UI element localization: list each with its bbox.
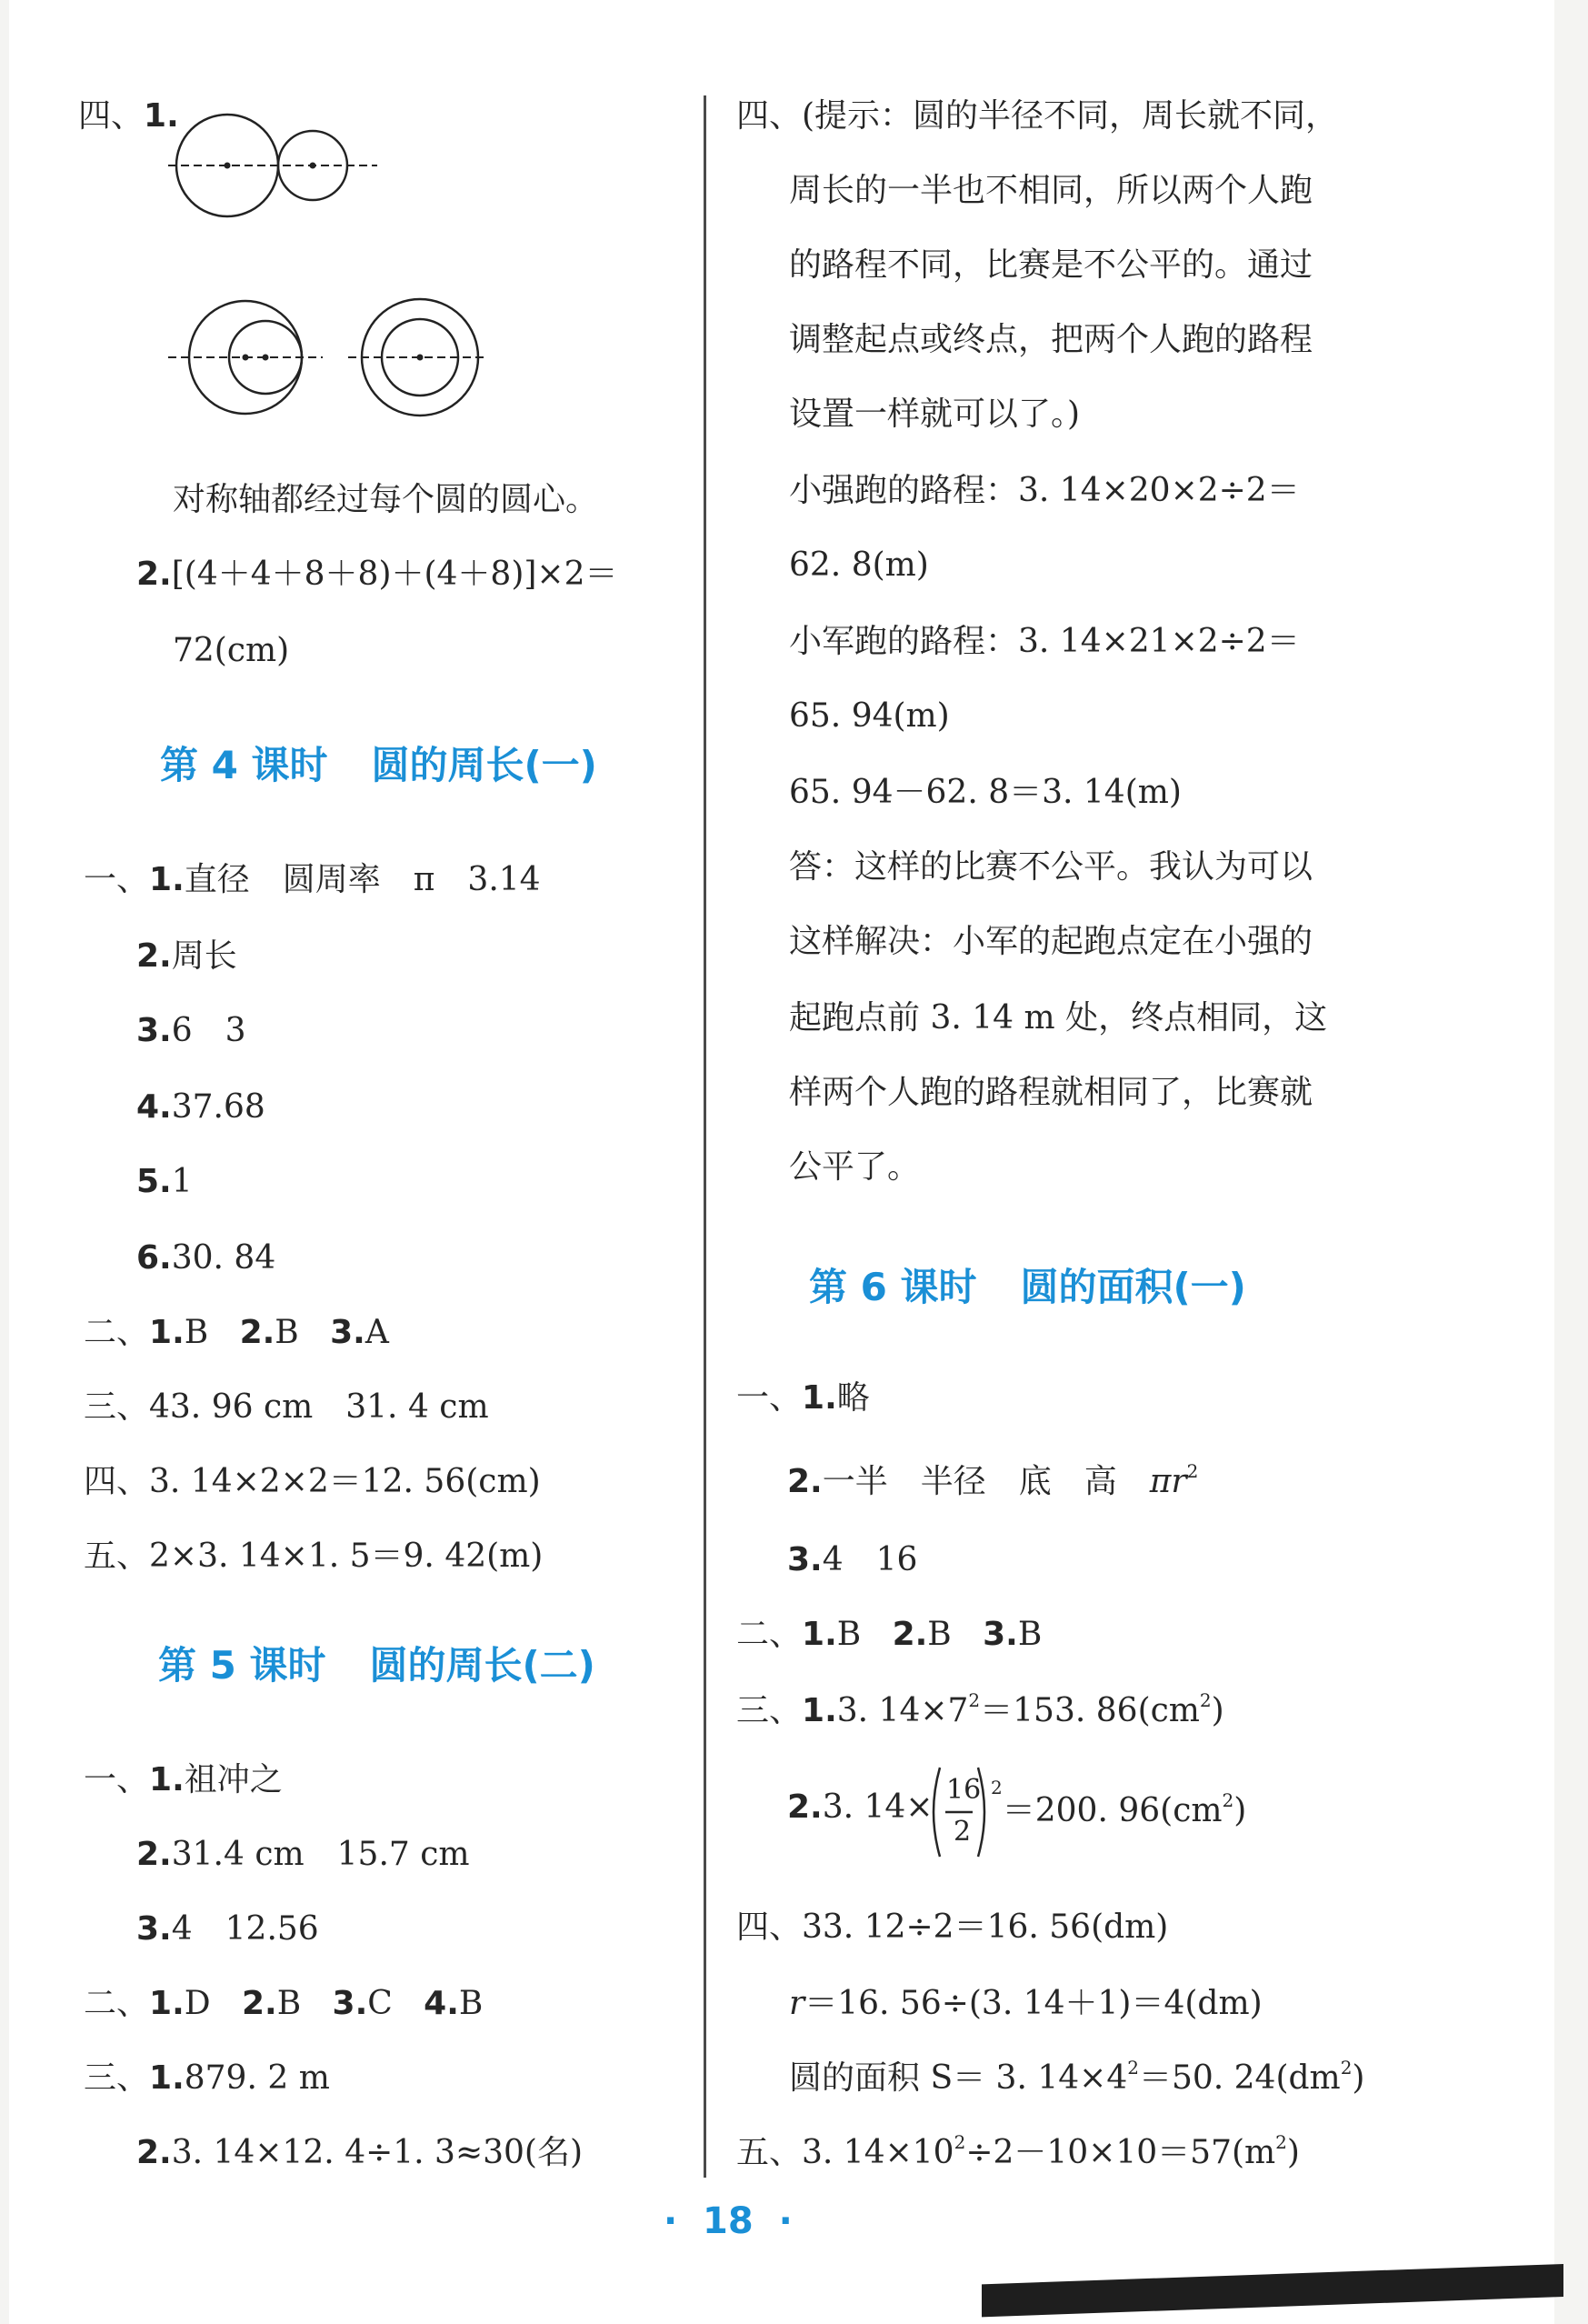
lesson5-heading: 第 5 课时 圆的周长(二) — [158, 1643, 595, 1688]
concentric-circles-icon — [345, 296, 491, 423]
l5-1-1: 一、1.祖冲之 — [84, 1761, 283, 1798]
r4-answer-5: 公平了。 — [789, 1148, 921, 1186]
answer-page — [9, 0, 1554, 2324]
q4-2: 2.[(4＋4＋8＋8)＋(4＋8)]×2＝ — [136, 556, 618, 593]
lesson6-heading: 第 6 课时 圆的面积(一) — [809, 1265, 1246, 1309]
l5-3-1: 三、1.879. 2 m — [84, 2059, 330, 2097]
l6-4-3: 圆的面积 S＝ 3. $14\times 4^2=50$. $24(dm^2)$ — [789, 2057, 1365, 2097]
l6-2: 二、1.B 2.B 3.B — [736, 1616, 1043, 1653]
l4-1-4: 4.37.68 — [136, 1088, 265, 1126]
r4-answer-3: 起跑点前 3. 14 m 处，终点相同，这 — [789, 999, 1328, 1037]
r4-calc-5: 65. 94－62. 8＝3. 14(m) — [789, 774, 1182, 811]
r4-calc-2: 62. 8(m) — [789, 546, 929, 584]
l5-2: 二、1.D 2.B 3.C 4.B — [84, 1985, 484, 2022]
r4-answer-4: 样两个人跑的路程就相同了，比赛就 — [789, 1074, 1313, 1111]
l4-1-6: 6.30. 84 — [136, 1239, 276, 1277]
l6-5: 五、3. $14\times 10^2\div 2-10\times 10=57(m^2)$ — [736, 2131, 1300, 2171]
r4-hint-1: 四、(提示：圆的半径不同，周长就不同， — [736, 97, 1339, 135]
l4-4: 四、3. 14×2×2＝12. 56(cm) — [84, 1463, 541, 1500]
r4-calc-1: 小强跑的路程：3. 14×20×2÷2＝ — [789, 472, 1300, 509]
l6-4-1: 四、33. 12÷2＝16. 56(dm) — [736, 1908, 1169, 1946]
l4-1-1: 一、1.直径 圆周率 π 3.14 — [84, 861, 541, 898]
l4-1-3: 3.6 3 — [136, 1012, 246, 1049]
l6-4-2: r＝16. 56÷(3. 14＋1)＝4(dm) — [789, 1985, 1263, 2022]
r4-hint-2: 周长的一半也不相同，所以两个人跑 — [789, 172, 1313, 209]
r4-hint-4: 调整起点或终点，把两个人跑的路程 — [789, 321, 1313, 358]
l6-1-1: 一、1.略 — [736, 1379, 870, 1417]
l6-3-2-suffix: $^2$＝200. $96(cm^2)$ — [991, 1777, 1247, 1829]
l6-3-2-prefix: 2.3. 14× — [787, 1788, 934, 1826]
l4-1-2: 2.周长 — [136, 937, 237, 975]
two-adjacent-circles-icon — [164, 107, 382, 225]
inner-tangent-circles-icon — [164, 296, 327, 423]
page-number: · 18 · — [664, 2200, 793, 2242]
fraction-denominator: 2 — [954, 1816, 972, 1848]
l4-2: 二、1.B 2.B 3.A — [84, 1314, 389, 1351]
l6-1-2: 2.一半 半径 底 高 $\pi r^2$ — [787, 1460, 1199, 1500]
q4-2-cont: 72(cm) — [173, 632, 290, 669]
q4-label: 四、1. — [78, 97, 179, 135]
q4-1-note: 对称轴都经过每个圆的圆心。 — [173, 481, 599, 518]
l5-3-2: 2.3. 14×12. 4÷1. 3≈30(名) — [136, 2134, 584, 2171]
r4-hint-3: 的路程不同，比赛是不公平的。通过 — [789, 246, 1313, 284]
r4-calc-3: 小军跑的路程：3. 14×21×2÷2＝ — [789, 623, 1300, 660]
r4-answer-2: 这样解决：小军的起跑点定在小强的 — [789, 923, 1313, 960]
l4-1-5: 5.1 — [136, 1163, 193, 1200]
l6-3-1: 三、1.3. $14\times 7^2=153$. $86(cm^2)$ — [736, 1689, 1224, 1729]
lesson4-heading: 第 4 课时 圆的周长(一) — [160, 743, 597, 787]
l5-1-2: 2.31.4 cm 15.7 cm — [136, 1836, 470, 1873]
r4-calc-4: 65. 94(m) — [789, 697, 950, 735]
l6-1-3: 3.4 16 — [787, 1541, 918, 1578]
column-divider — [704, 95, 706, 2178]
fraction-numerator: 16 — [946, 1774, 982, 1806]
l4-5: 五、2×3. 14×1. 5＝9. 42(m) — [84, 1538, 544, 1575]
r4-answer-1: 答：这样的比赛不公平。我认为可以 — [789, 848, 1313, 886]
l4-3: 三、43. 96 cm 31. 4 cm — [84, 1388, 489, 1426]
l5-1-3: 3.4 12.56 — [136, 1910, 319, 1948]
r4-hint-5: 设置一样就可以了。) — [789, 396, 1081, 433]
